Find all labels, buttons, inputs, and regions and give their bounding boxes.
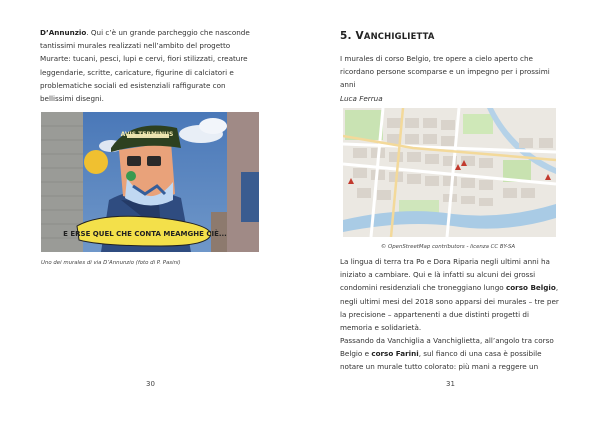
street-map [343, 108, 556, 237]
text-line: ricordano persone scomparse e un impegno per i prossimi [340, 67, 550, 77]
intro-paragraph [340, 52, 570, 92]
text-line: Belgio e [340, 349, 372, 359]
text-line: . Qui c’è un grande parcheggio che nasconde [86, 28, 250, 37]
text-line: memoria e solidarietà. [340, 323, 422, 333]
page-number: 31 [446, 380, 455, 388]
map-caption: © OpenStreetMap contributors - licenza CC BY-SA [380, 244, 516, 250]
street-name: corso Belgio [505, 283, 556, 293]
chapter-heading [340, 30, 435, 42]
text-line: Passando da Vanchiglia a Vanchiglietta, all’angolo tra corso [340, 336, 554, 345]
text-line: bellissimi disegni. [40, 94, 104, 104]
body-paragraph-1 [340, 255, 580, 334]
text-line: problematiche sociali ed esistenziali raffigurate con [40, 80, 226, 90]
page-number: 30 [146, 380, 155, 388]
right-page [300, 0, 600, 425]
street-name: corso Farini [371, 349, 419, 359]
text-line: la precisione – appartenenti a due distinti progetti di [340, 309, 529, 319]
text-line: anni [340, 80, 356, 90]
intro-paragraph [40, 26, 270, 105]
text-line: tantissimi murales realizzati nell’ambito del progetto [40, 41, 231, 51]
body-paragraph-2 [340, 334, 580, 374]
text-line: condomini residenziali che troneggiano lungo [340, 283, 506, 293]
heading-title: ANCHIGLIETTA [363, 31, 435, 41]
mural-image [41, 112, 259, 252]
street-name: D’Annunzio [40, 28, 87, 37]
text-line: , sul fianco di una casa è possibile [418, 349, 542, 359]
map-image [343, 108, 556, 237]
text-line: leggendarie, scritte, caricature, figurine di calciatori e [40, 67, 234, 77]
heading-number: 5. V [340, 30, 364, 42]
text-line: notare un murale tutto colorato: più mani a reggere un [340, 362, 539, 372]
text-line: iniziato a cambiare. Qui e là infatti su alcuni dei grossi [340, 270, 536, 280]
text-line: I murales di corso Belgio, tre opere a cielo aperto che [340, 54, 533, 63]
author-name: Luca Ferrua [340, 94, 383, 103]
mural-photo [41, 112, 259, 252]
text-punct: , [555, 283, 559, 293]
text-line: negli ultimi mesi del 2018 sono apparsi dei murales – tre per [340, 296, 559, 306]
text-line: Murarte: tucani, pesci, lupi e cervi, fiori stilizzati, creature [40, 54, 248, 64]
text-line: La lingua di terra tra Po e Dora Riparia negli ultimi anni ha [340, 257, 550, 266]
cap-text: AVIS TERMINUS [120, 131, 174, 138]
photo-caption: Uno dei murales di via D’Annunzio (foto di P. Pasini) [41, 260, 181, 266]
speech-bubble-text: E ERSE QUEL CHE CONTA MEAMGHE CIÈ... [63, 230, 227, 238]
